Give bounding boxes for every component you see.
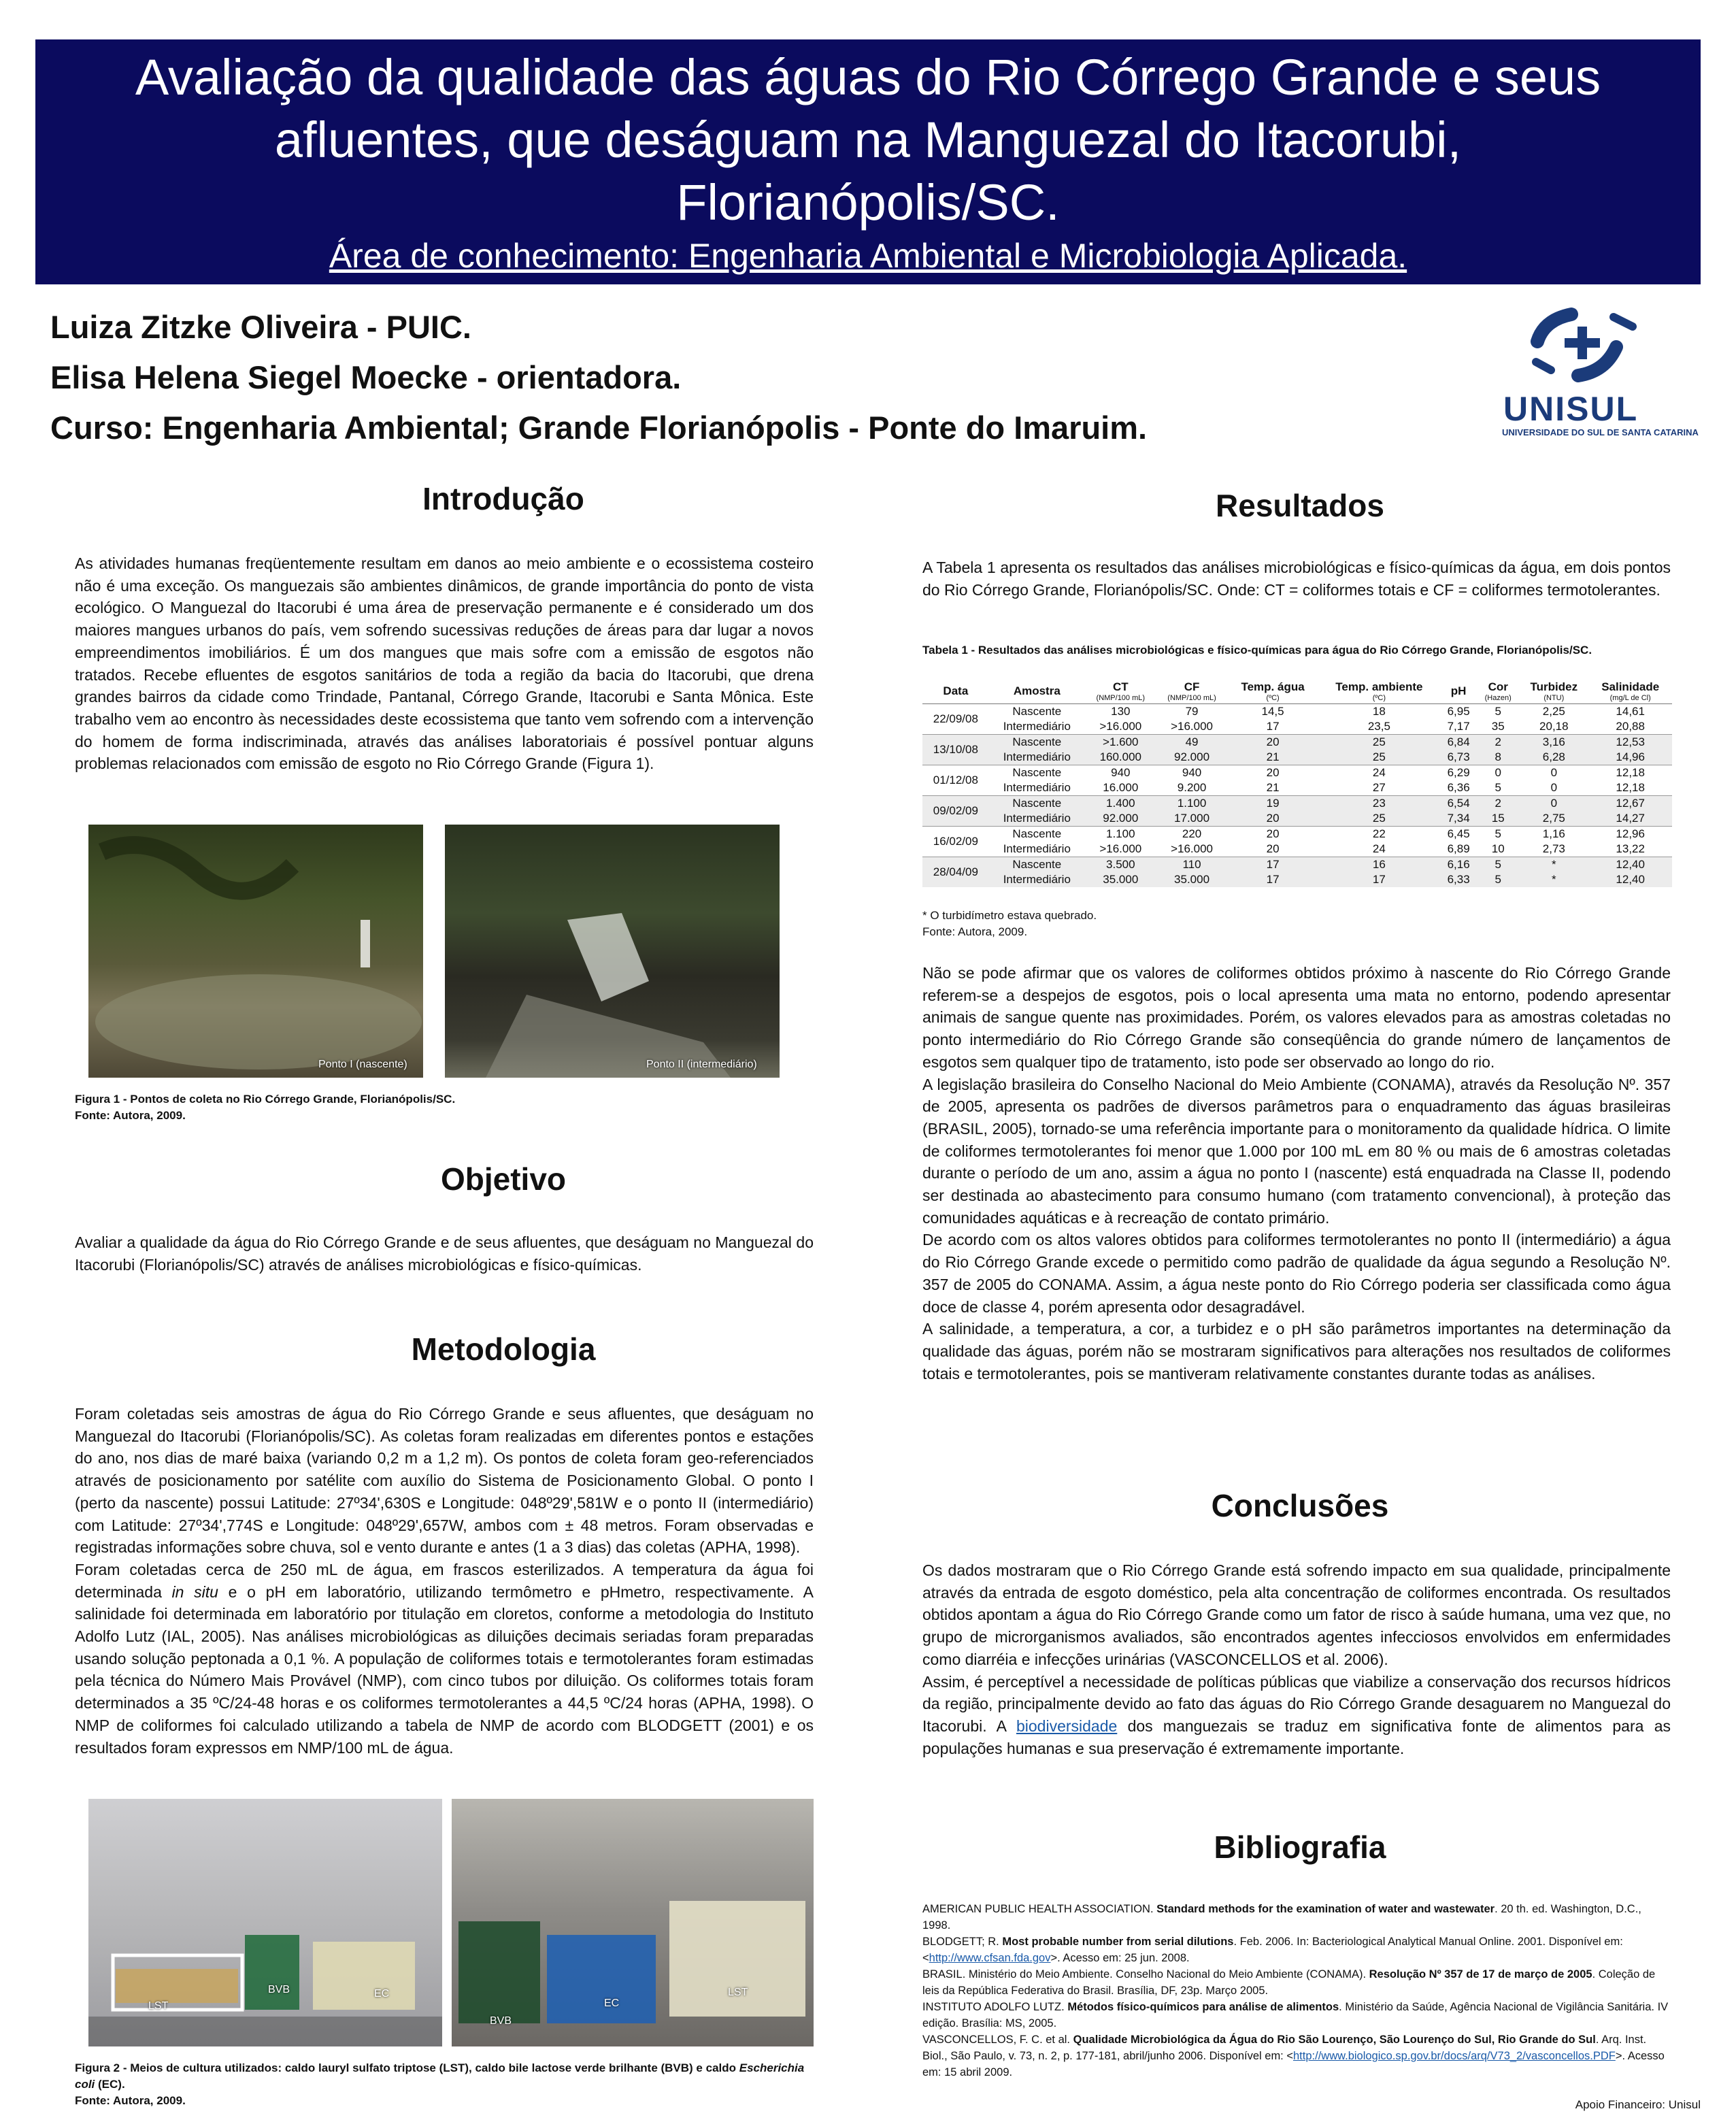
table-cell: 35 bbox=[1491, 720, 1505, 733]
header-unit: (ºC) bbox=[1266, 694, 1280, 702]
table-cell: Nascente bbox=[989, 735, 1085, 750]
course-info: Curso: Engenharia Ambiental; Grande Florianópolis - Ponte do Imaruim. bbox=[50, 410, 1148, 446]
table-cell: 6,16 bbox=[1440, 857, 1477, 873]
table-cell: 6,45 bbox=[1440, 827, 1477, 842]
table-cell: 7,17 bbox=[1447, 720, 1470, 733]
table-cell: 20 bbox=[1227, 735, 1318, 750]
table-row bbox=[922, 857, 1672, 873]
table-cell: 14,5 bbox=[1227, 704, 1318, 720]
table-cell: Intermediário bbox=[1003, 842, 1071, 855]
table-cell: 23 bbox=[1318, 796, 1440, 812]
biodiversidade-link[interactable]: biodiversidade bbox=[1016, 1717, 1118, 1735]
table-cell: 6,33 bbox=[1440, 872, 1477, 887]
table-cell: Nascente bbox=[989, 765, 1085, 781]
photo-label-ponto-1: Ponto I (nascente) bbox=[318, 1059, 407, 1070]
reference-ial: INSTITUTO ADOLFO LUTZ. Métodos físico-químicos para análise de alimentos. Ministério da Saúde, Agência Nacional de Vigilância Sanitária. IV edição. Brasília: MS, 2005. bbox=[922, 2001, 1669, 2029]
header-unit: (NMP/100 mL) bbox=[1096, 694, 1146, 702]
table-cell: * bbox=[1519, 857, 1588, 873]
methodology-heading: Metodologia bbox=[411, 1331, 596, 1367]
table-cell: 8 bbox=[1477, 750, 1519, 765]
label-bvb-2: BVB bbox=[490, 2015, 512, 2027]
label-ec-2: EC bbox=[604, 1997, 620, 2009]
table-header-cell bbox=[1588, 679, 1672, 704]
table-row bbox=[922, 811, 1672, 827]
table-cell: 92.000 bbox=[1156, 750, 1228, 765]
header-unit: (ºC) bbox=[1372, 694, 1386, 702]
header-unit: (NTU) bbox=[1543, 694, 1565, 702]
date-cell: 16/02/09 bbox=[922, 827, 989, 857]
table-cell: 5 bbox=[1477, 872, 1519, 887]
table-cell: 17 bbox=[1227, 857, 1318, 873]
bibliography-heading: Bibliografia bbox=[1214, 1829, 1386, 1865]
table-cell: 940 bbox=[1085, 765, 1156, 781]
table-cell: Intermediário bbox=[1003, 720, 1071, 733]
header-label: CT bbox=[1112, 680, 1129, 693]
table-cell: 20,88 bbox=[1616, 720, 1645, 733]
table-cell: 2,75 bbox=[1519, 811, 1588, 827]
funding-note: Apoio Financeiro: Unisul bbox=[1575, 2098, 1701, 2111]
table-1-caption: Tabela 1 - Resultados das análises microbiológicas e físico-químicas para água do Rio Córrego Grande, Florianópolis/SC. bbox=[922, 644, 1592, 657]
photo-culture-media-1 bbox=[88, 1799, 442, 2046]
table-row bbox=[922, 827, 1672, 842]
table-cell: 3,16 bbox=[1519, 735, 1588, 750]
table-cell: 6,95 bbox=[1440, 704, 1477, 720]
header-label: Salinidade bbox=[1601, 680, 1660, 693]
table-cell: 130 bbox=[1085, 704, 1156, 720]
table-cell: 5 bbox=[1477, 704, 1519, 720]
table-cell: 6,54 bbox=[1440, 796, 1477, 812]
table-cell: 12,40 bbox=[1588, 857, 1672, 873]
table-cell: 14,61 bbox=[1588, 704, 1672, 720]
header-label: Data bbox=[943, 684, 969, 697]
intro-heading: Introdução bbox=[422, 481, 584, 516]
table-cell: 20 bbox=[1266, 842, 1280, 855]
table-cell: 22 bbox=[1318, 827, 1440, 842]
table-header-cell bbox=[922, 679, 989, 704]
label-lst-1: LST bbox=[148, 2000, 169, 2012]
table-cell: 12,40 bbox=[1588, 872, 1672, 887]
table-cell: 2,73 bbox=[1542, 842, 1565, 855]
header-label: CF bbox=[1184, 680, 1200, 693]
table-cell: Nascente bbox=[989, 857, 1085, 873]
table-header-cell bbox=[1156, 679, 1228, 704]
table-row bbox=[922, 750, 1672, 765]
table-cell: 25 bbox=[1318, 735, 1440, 750]
header-unit: (mg/L de Cl) bbox=[1609, 694, 1651, 702]
poster-title: Avaliação da qualidade das águas do Rio Córrego Grande e seus afluentes, que deságuam na Manguezal do Itacorubi, Florianópolis/SC. bbox=[135, 49, 1601, 231]
table-cell: 6,73 bbox=[1440, 750, 1477, 765]
table-row bbox=[922, 765, 1672, 781]
table-cell: 14,96 bbox=[1588, 750, 1672, 765]
reference-brasil: BRASIL. Ministério do Meio Ambiente. Conselho Nacional do Meio Ambiente (CONAMA). Resolução Nº 357 de 17 de março de 2005. Coleção de leis da República Federativa do Brasil. Brasília, DF, 23p. Março 2005. bbox=[922, 1968, 1656, 1997]
waterfall-scene-icon bbox=[445, 825, 780, 1078]
table-cell: 17 bbox=[1227, 872, 1318, 887]
table-cell: 17 bbox=[1266, 720, 1280, 733]
table-header-cell bbox=[1440, 679, 1477, 704]
bibliography-list bbox=[922, 1901, 1671, 2080]
table-cell: 14,27 bbox=[1588, 811, 1672, 827]
conclusions-text: Os dados mostraram que o Rio Córrego Grande está sofrendo impacto em sua qualidade, principalmente através da entrada de esgoto doméstico, pela alta concentração de coliformes encontrada. Os resultados obtidos apontam a água do Rio Córrego Grande como um fator de risco à saúde humana, uma vez que, no grupo de microrganismos avaliados, são encontrados agentes infecciosos envolvidos em enfermidades como diarréia e infecções urinárias (VASCONCELLOS et al. 2006). Assim, é perceptível a necessidade de políticas públicas que viabilize a conservação dos recursos hídricos da região, principalmente devido ao fato das águas do Rio Córrego Grande desaguarem no Manguezal do Itacorubi. A biodiversidade dos manguezais se traduz em significativa fonte de alimentos para as populações humanas e sua preservação é extremamente importante. bbox=[922, 1561, 1671, 1757]
results-discussion: Não se pode afirmar que os valores de coliformes obtidos próximo à nascente do Rio Córrego Grande referem-se a despejos de esgotos, pois o local apresenta uma mata no entorno, podendo apresentar animais de sangue quente nas proximidades. Porém, os valores elevados para as amostras coletadas no ponto intermediário do Rio Córrego Grande são conseqüência do grande número de lançamentos de esgotos sem qualquer tipo de tratamento, isto pode ser observado ao longo do rio. A legislação brasileira do Conselho Nacional do Meio Ambiente (CONAMA), através da Resolução Nº. 357 de 2005, apresenta os padrões de diversos parâmetros para o enquadramento das águas brasileiras (BRASIL, 2005), tornado-se uma referência importante para o monitoramento da qualidade hídrica. O limite de coliformes termotolerantes foi menor que 1.000 por 100 mL em 80 % ou mais de 6 amostras coletadas durante o período de um ano, assim a água no ponto I (nascente) está enquadrada na Classe II, podendo ser destinada ao abastecimento para consumo humano (com tratamento convencional), à proteção das comunidades aquáticas e à recreação de contato primário. De acordo com os altos valores obtidos para coliformes termotolerantes no ponto II (intermediário) a água do Rio Córrego Grande excede o permitido como padrão de qualidade da água segundo a Resolução Nº. 357 de 2005 do CONAMA. Assim, a água neste ponto do Rio Córrego poderia ser classificada como água doce de classe 4, porém apresenta odor desagradável. A salinidade, a temperatura, a cor, a turbidez e o pH são parâmetros importantes na determinação da qualidade das águas, porém não se mostraram significativos para alterações nos resultados de coliformes totais e termotolerantes, pois se mantiveram relativamente constantes durante todas as análises. bbox=[922, 964, 1671, 1382]
table-cell: * bbox=[1519, 872, 1588, 887]
header-label: Cor bbox=[1488, 680, 1508, 693]
table-cell: 24 bbox=[1318, 765, 1440, 781]
table-cell: 110 bbox=[1156, 857, 1228, 873]
results-heading: Resultados bbox=[1216, 488, 1384, 523]
table-cell: 9.200 bbox=[1177, 781, 1207, 794]
photo-ponto-2 bbox=[445, 825, 780, 1078]
table-header-cell bbox=[989, 679, 1085, 704]
date-cell: 01/12/08 bbox=[922, 765, 989, 796]
conclusions-heading: Conclusões bbox=[1211, 1488, 1389, 1523]
date-cell: 22/09/08 bbox=[922, 704, 989, 735]
label-bvb-1: BVB bbox=[268, 1984, 290, 1995]
table-cell: 940 bbox=[1156, 765, 1228, 781]
table-cell: 19 bbox=[1227, 796, 1318, 812]
table-header-cell bbox=[1085, 679, 1156, 704]
header-label: Amostra bbox=[1013, 684, 1061, 697]
table-cell: 12,53 bbox=[1588, 735, 1672, 750]
author-advisor: Elisa Helena Siegel Moecke - orientadora. bbox=[50, 359, 682, 395]
cfsan-link[interactable]: http://www.cfsan.fda.gov bbox=[929, 1952, 1051, 1964]
table-cell: 1,16 bbox=[1519, 827, 1588, 842]
table-header-cell bbox=[1318, 679, 1440, 704]
table-cell: 2,25 bbox=[1519, 704, 1588, 720]
table-cell: 160.000 bbox=[1085, 750, 1156, 765]
objective-heading: Objetivo bbox=[440, 1161, 567, 1197]
table-cell: 6,89 bbox=[1447, 842, 1470, 855]
table-cell: 7,34 bbox=[1440, 811, 1477, 827]
table-cell: 5 bbox=[1495, 781, 1501, 794]
table-cell: 5 bbox=[1477, 857, 1519, 873]
table-cell: 20,18 bbox=[1539, 720, 1569, 733]
table-cell: Intermediário bbox=[989, 872, 1085, 887]
header-label: Temp. água bbox=[1241, 680, 1305, 693]
table-cell: 1.100 bbox=[1085, 827, 1156, 842]
header-unit: (Hazen) bbox=[1484, 694, 1512, 702]
authors-block bbox=[50, 302, 1445, 453]
table-cell: 20 bbox=[1227, 827, 1318, 842]
table-cell: 10 bbox=[1491, 842, 1505, 855]
table-cell: Nascente bbox=[989, 796, 1085, 812]
table-cell: 3.500 bbox=[1085, 857, 1156, 873]
table-cell: Intermediário bbox=[989, 750, 1085, 765]
methodology-text: Foram coletadas seis amostras de água do Rio Córrego Grande e seus afluentes, que deságuam no Manguezal do Itacorubi (Florianópolis/SC). As coletas foram realizadas em diferentes pontos e estações do ano, nos dias de maré baixa (variando 0,2 m a 1,2 m). Os pontos de coleta foram geo-referenciados através de posicionamento por satélite com auxílio do Sistema de Posicionamento Global. O ponto I (perto da nascente) possui Latitude: 27º34',630S e Longitude: 048º29',581W e o ponto II (intermediário) com Latitude: 27º34',774S e Longitude: 048º29',657W, ambos com ± 48 metros. Foram observadas e registradas informações sobre chuva, sol e vento durante e antes (1 a 3 dias) das coletas (APHA, 1998). Foram coletadas cerca de 250 mL de água, em frascos esterilizados. A temperatura da água foi determinada in situ e o pH em laboratório, utilizando termômetro e pHmetro, respectivamente. A salinidade foi determinada em laboratório por titulação em cloretos, conforme a metodologia do Instituto Adolfo Lutz (IAL, 2005). Nas análises microbiológicas as diluições decimais seriadas foram preparadas usando solução peptonada a 0,1 %. A população de coliformes totais e termotolerantes foram estimadas pela técnica do Número Mais Provável (NMP), com cinco tubos por diluição. Os coliformes totais foram determinados a 35 ºC/24-48 horas e os coliformes termotolerantes a 44,5 ºC/24 horas (APHA, 1998). O NMP de coliformes foi calculado utilizando a tabela de NMP de acordo com BLODGETT (2001) e os resultados foram expressos em NMP/100 mL de água. bbox=[75, 1405, 814, 1757]
table-cell: 16 bbox=[1318, 857, 1440, 873]
logo-wordmark: UNISUL bbox=[1503, 390, 1639, 428]
table-row bbox=[922, 842, 1672, 857]
header-label: Turbidez bbox=[1530, 680, 1578, 693]
date-cell: 28/04/09 bbox=[922, 857, 989, 888]
test-tubes-icon bbox=[88, 1799, 442, 2046]
table-cell: 12,18 bbox=[1616, 781, 1645, 794]
table-cell: 0 bbox=[1519, 765, 1588, 781]
header-label: Temp. ambiente bbox=[1335, 680, 1423, 693]
table-cell: 20 bbox=[1227, 765, 1318, 781]
figure-1-caption: Figura 1 - Pontos de coleta no Rio Córrego Grande, Florianópolis/SC. Fonte: Autora, 2009. bbox=[75, 1093, 456, 1122]
table-cell: 23,5 bbox=[1367, 720, 1390, 733]
table-cell: 0 bbox=[1477, 765, 1519, 781]
table-cell: Intermediário bbox=[989, 811, 1085, 827]
table-cell: 5 bbox=[1477, 827, 1519, 842]
table-body bbox=[922, 704, 1672, 888]
table-header-row bbox=[922, 679, 1672, 704]
photo-ponto-1 bbox=[88, 825, 423, 1078]
results-table-wrap bbox=[922, 679, 1672, 887]
photo-culture-media-2 bbox=[452, 1799, 814, 2046]
header-unit: (NMP/100 mL) bbox=[1167, 694, 1216, 702]
intro-text: As atividades humanas freqüentemente resultam em danos ao meio ambiente e o ecossistema costeiro não é uma exceção. Os manguezais são ambientes dinâmicos, de grande importância do ponto de vista ecológico. O Manguezal do Itacorubi é uma área de preservação permanente e é considerado um dos maiores mangues urbanos do país, vem sofrendo sucessivas reduções de áreas para dar lugar a novos empreendimentos imobiliários. É um dos mangues que mais sofre com a emissão de esgotos não tratados. Recebe efluentes de esgotos sanitários de toda a região da bacia do Itacorubi, que drena grandes bairros da cidade como Trindade, Pantanal, Córrego Grande, Itacorubi e Santa Mônica. Este trabalho vem ao encontro às necessidades deste ecossistema que tanto vem sofrendo com a intervenção do homem de forma indiscriminada, através das análises laboratoriais é possível pontuar alguns problemas relacionados com emissão de esgoto no Rio Córrego Grande (Figura 1). bbox=[75, 554, 814, 773]
table-cell: 79 bbox=[1156, 704, 1228, 720]
table-row bbox=[922, 796, 1672, 812]
table-cell: 49 bbox=[1156, 735, 1228, 750]
table-cell: 0 bbox=[1550, 781, 1558, 794]
table-header-cell bbox=[1519, 679, 1588, 704]
logo-tagline: UNIVERSIDADE DO SUL DE SANTA CATARINA bbox=[1502, 427, 1699, 437]
table-cell: 25 bbox=[1318, 750, 1440, 765]
table-row bbox=[922, 780, 1672, 796]
river-scene-icon bbox=[88, 825, 423, 1078]
table-cell: 17.000 bbox=[1156, 811, 1228, 827]
table-cell: 35.000 bbox=[1085, 872, 1156, 887]
table-cell: 6,28 bbox=[1519, 750, 1588, 765]
table-cell: 35.000 bbox=[1156, 872, 1228, 887]
table-header-cell bbox=[1477, 679, 1519, 704]
table-cell: 6,36 bbox=[1447, 781, 1470, 794]
label-ec-1: EC bbox=[374, 1988, 390, 2000]
table-cell: 13,22 bbox=[1616, 842, 1645, 855]
table-cell: 24 bbox=[1372, 842, 1386, 855]
table-row bbox=[922, 704, 1672, 720]
date-cell: 13/10/08 bbox=[922, 735, 989, 765]
header-label: pH bbox=[1450, 684, 1467, 697]
biologico-link[interactable]: http://www.biologico.sp.gov.br/docs/arq/V73_2/vasconcellos.PDF bbox=[1293, 2050, 1616, 2062]
table-cell: 1.400 bbox=[1085, 796, 1156, 812]
author-student: Luiza Zitzke Oliveira - PUIC. bbox=[50, 309, 471, 345]
figure-2-caption: Figura 2 - Meios de cultura utilizados: caldo lauryl sulfato triptose (LST), caldo bile lactose verde brilhante (BVB) e caldo Escherichia coli (EC). Fonte: Autora, 2009. bbox=[75, 2061, 805, 2107]
table-cell: 18 bbox=[1318, 704, 1440, 720]
table-cell: 21 bbox=[1227, 750, 1318, 765]
table-row bbox=[922, 719, 1672, 735]
table-row bbox=[922, 872, 1672, 887]
table-cell: 0 bbox=[1519, 796, 1588, 812]
unisul-logo bbox=[1497, 299, 1699, 437]
table-cell: 16.000 bbox=[1103, 781, 1139, 794]
reference-vasconcellos: VASCONCELLOS, F. C. et al. Qualidade Microbiológica da Água do Rio São Lourenço, São Lourenço do Sul, Rio Grande do Sul. Arq. Inst. Biol., São Paulo, v. 73, n. 2, p. 177-181, abril/junho 2006. Disponível em: <http://www.biologico.sp.gov.br/docs/arq/V73_2/vasconcellos.PDF>. Acesso em: 15 abril 2009. bbox=[922, 2034, 1665, 2078]
table-cell: 20 bbox=[1227, 811, 1318, 827]
table-cell: 92.000 bbox=[1085, 811, 1156, 827]
table-cell: >16.000 bbox=[1099, 842, 1142, 855]
table-cell: 17 bbox=[1318, 872, 1440, 887]
table-cell: 6,84 bbox=[1440, 735, 1477, 750]
test-tubes-icon bbox=[452, 1799, 814, 2046]
table-cell: 220 bbox=[1156, 827, 1228, 842]
date-cell: 09/02/09 bbox=[922, 796, 989, 827]
table-row bbox=[922, 735, 1672, 750]
table-cell: 12,67 bbox=[1588, 796, 1672, 812]
table-cell: >16.000 bbox=[1171, 842, 1214, 855]
table-cell: 12,18 bbox=[1588, 765, 1672, 781]
table-cell: Nascente bbox=[989, 704, 1085, 720]
table-cell: >1.600 bbox=[1085, 735, 1156, 750]
table-cell: 2 bbox=[1477, 796, 1519, 812]
table-cell: 6,29 bbox=[1440, 765, 1477, 781]
table-cell: 21 bbox=[1266, 781, 1280, 794]
results-intro: A Tabela 1 apresenta os resultados das análises microbiológicas e físico-químicas da água, em dois pontos do Rio Córrego Grande, Florianópolis/SC. Onde: CT = coliformes totais e CF = coliformes termotolerantes. bbox=[922, 559, 1671, 599]
table-cell: 15 bbox=[1477, 811, 1519, 827]
table-cell: >16.000 bbox=[1099, 720, 1142, 733]
table-header-cell bbox=[1227, 679, 1318, 704]
table-cell: 27 bbox=[1372, 781, 1386, 794]
table-cell: 1.100 bbox=[1156, 796, 1228, 812]
objective-text: Avaliar a qualidade da água do Rio Córrego Grande e de seus afluentes, que deságuam no Manguezal do Itacorubi (Florianópolis/SC) através de análises microbiológicas e físico-químicas. bbox=[75, 1233, 814, 1274]
reference-apha: AMERICAN PUBLIC HEALTH ASSOCIATION. Standard methods for the examination of water and wastewater. 20 th. ed. Washington, D.C., 1998. bbox=[922, 1903, 1641, 1932]
table-cell: 2 bbox=[1477, 735, 1519, 750]
results-table bbox=[922, 679, 1672, 887]
label-lst-2: LST bbox=[728, 1987, 748, 1998]
table-cell: 12,96 bbox=[1588, 827, 1672, 842]
table-cell: >16.000 bbox=[1171, 720, 1214, 733]
reference-blodgett: BLODGETT; R. Most probable number from serial dilutions. Feb. 2006. In: Bacteriological Analytical Manual Online. 2001. Disponível em: <http://www.cfsan.fda.gov>. Acesso em: 25 jun. 2008. bbox=[922, 1936, 1623, 1964]
photo-label-ponto-2: Ponto II (intermediário) bbox=[646, 1059, 757, 1070]
table-notes: * O turbidímetro estava quebrado. Fonte: Autora, 2009. bbox=[922, 909, 1097, 938]
unisul-emblem-icon bbox=[1497, 299, 1687, 388]
table-cell: 25 bbox=[1318, 811, 1440, 827]
knowledge-area: Área de conhecimento: Engenharia Ambiental e Microbiologia Aplicada. bbox=[329, 237, 1407, 275]
table-cell: Nascente bbox=[989, 827, 1085, 842]
title-banner bbox=[35, 39, 1701, 284]
table-cell: Intermediário bbox=[1003, 781, 1071, 794]
